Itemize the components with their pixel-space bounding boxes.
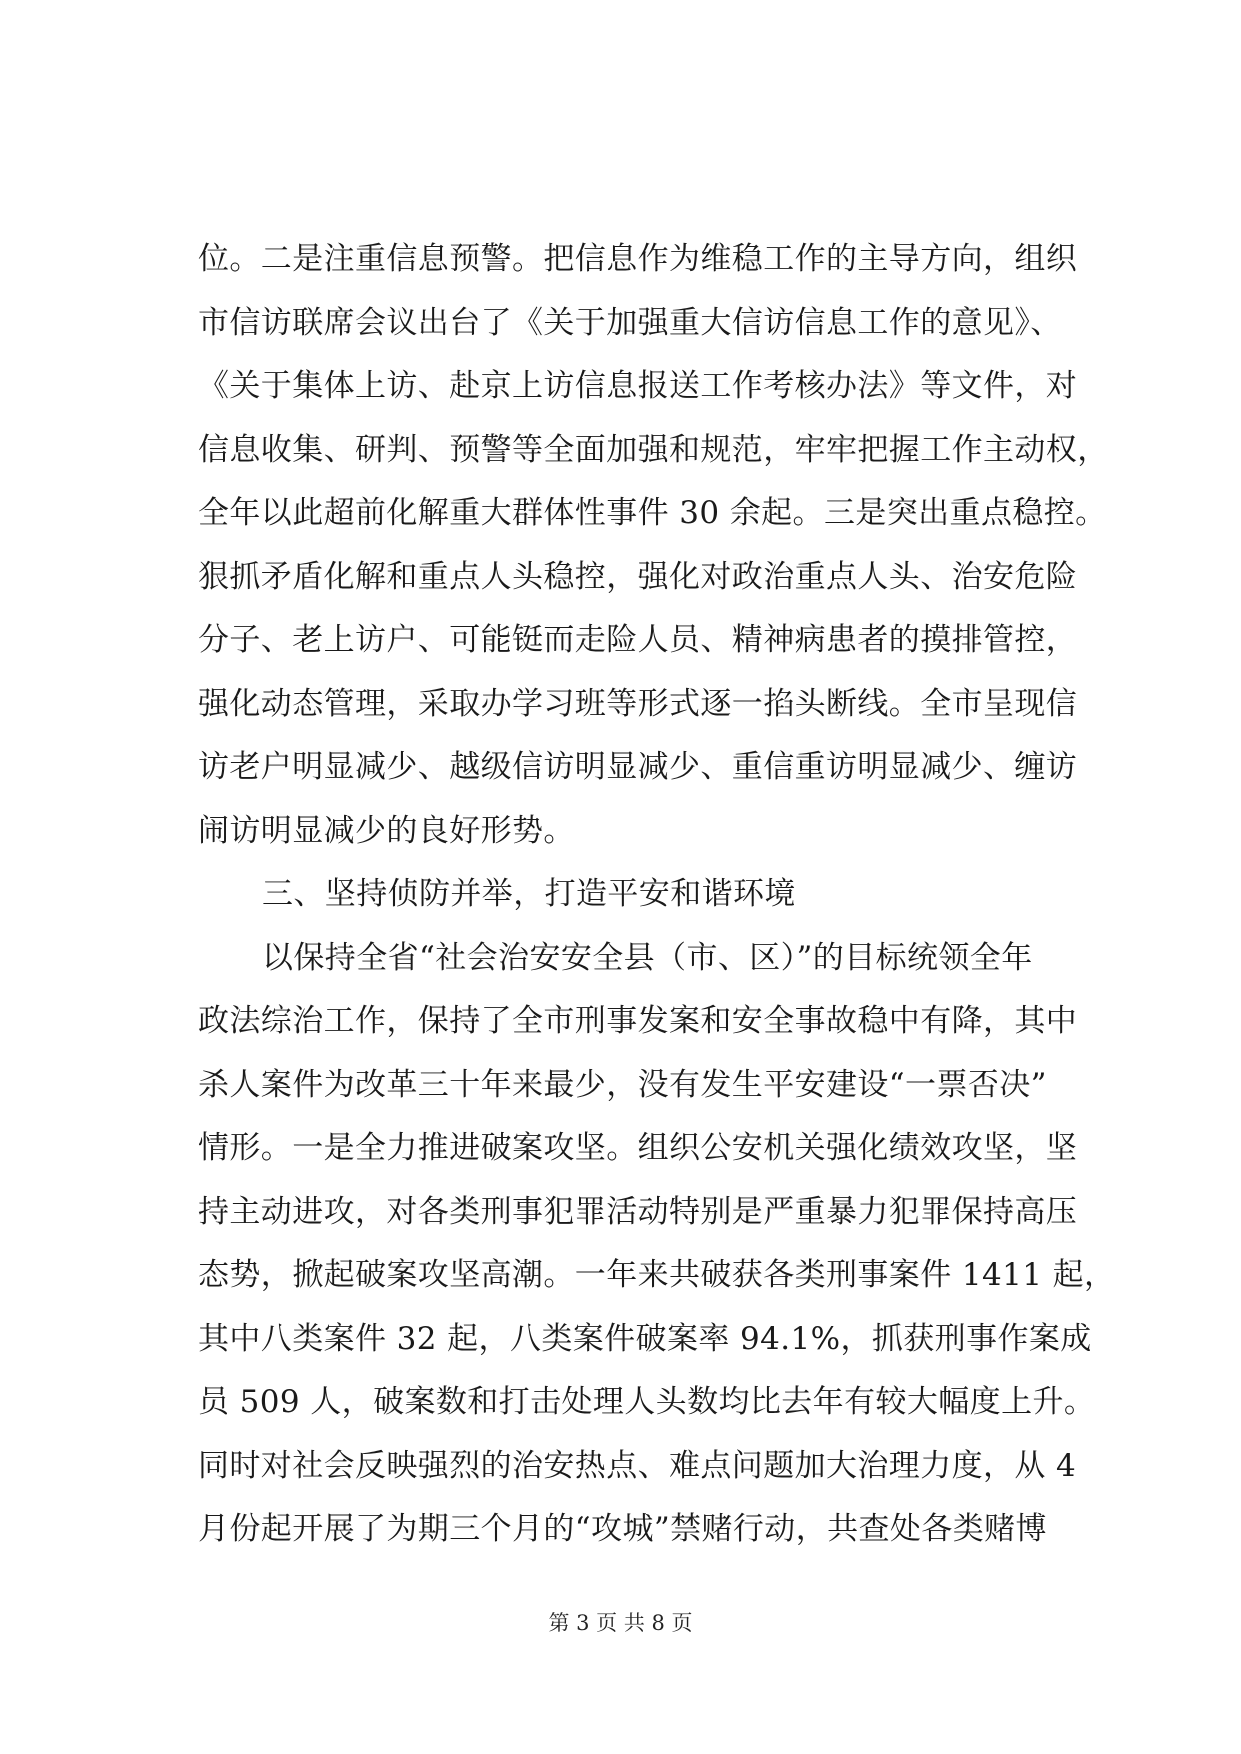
body-line: 员 509 人，破案数和打击处理人头数均比去年有较大幅度上升。 bbox=[198, 1384, 1096, 1420]
body-line: 其中八类案件 32 起，八类案件破案率 94.1%，抓获刑事作案成 bbox=[198, 1320, 1092, 1357]
body-line: 同时对社会反映强烈的治安热点、难点问题加大治理力度，从 4 bbox=[198, 1447, 1077, 1484]
body-line: 市信访联席会议出台了《关于加强重大信访信息工作的意见》、 bbox=[198, 304, 1062, 341]
document-body bbox=[198, 228, 1116, 1562]
body-line: 持主动进攻，对各类刑事犯罪活动特别是严重暴力犯罪保持高压 bbox=[198, 1193, 1078, 1230]
body-line: 闹访明显减少的良好形势。 bbox=[198, 812, 575, 849]
paragraph-first-line: 以保持全省“社会治安安全县（市、区）”的目标统领全年 bbox=[262, 939, 1033, 976]
body-line: 月份起开展了为期三个月的“攻城”禁赌行动，共查处各类赌博 bbox=[198, 1511, 1047, 1547]
body-line: 信息收集、研判、预警等全面加强和规范，牢牢把握工作主动权， bbox=[198, 431, 1109, 468]
body-line: 全年以此超前化解重大群体性事件 30 余起。三是突出重点稳控。 bbox=[198, 495, 1107, 531]
body-line: 政法综治工作，保持了全市刑事发案和安全事故稳中有降，其中 bbox=[198, 1003, 1078, 1039]
body-line: 情形。一是全力推进破案攻坚。组织公安机关强化绩效攻坚，坚 bbox=[198, 1130, 1078, 1166]
page-number-footer: 第 3 页 共 8 页 bbox=[548, 1611, 693, 1635]
body-line: 《关于集体上访、赴京上访信息报送工作考核办法》等文件，对 bbox=[198, 368, 1078, 404]
body-line: 强化动态管理，采取办学习班等形式逐一掐头断线。全市呈现信 bbox=[198, 685, 1078, 722]
body-line: 杀人案件为改革三十年来最少，没有发生平安建设“一票否决” bbox=[198, 1066, 1047, 1103]
body-line: 位。二是注重信息预警。把信息作为维稳工作的主导方向，组织 bbox=[198, 241, 1078, 277]
section-heading: 三、坚持侦防并举，打造平安和谐环境 bbox=[262, 876, 796, 912]
body-line: 访老户明显减少、越级信访明显减少、重信重访明显减少、缠访 bbox=[198, 749, 1078, 785]
body-line: 狠抓矛盾化解和重点人头稳控，强化对政治重点人头、治安危险 bbox=[198, 558, 1078, 595]
body-line: 分子、老上访户、可能铤而走险人员、精神病患者的摸排管控， bbox=[198, 622, 1078, 658]
body-line: 态势，掀起破案攻坚高潮。一年来共破获各类刑事案件 1411 起， bbox=[198, 1257, 1116, 1293]
